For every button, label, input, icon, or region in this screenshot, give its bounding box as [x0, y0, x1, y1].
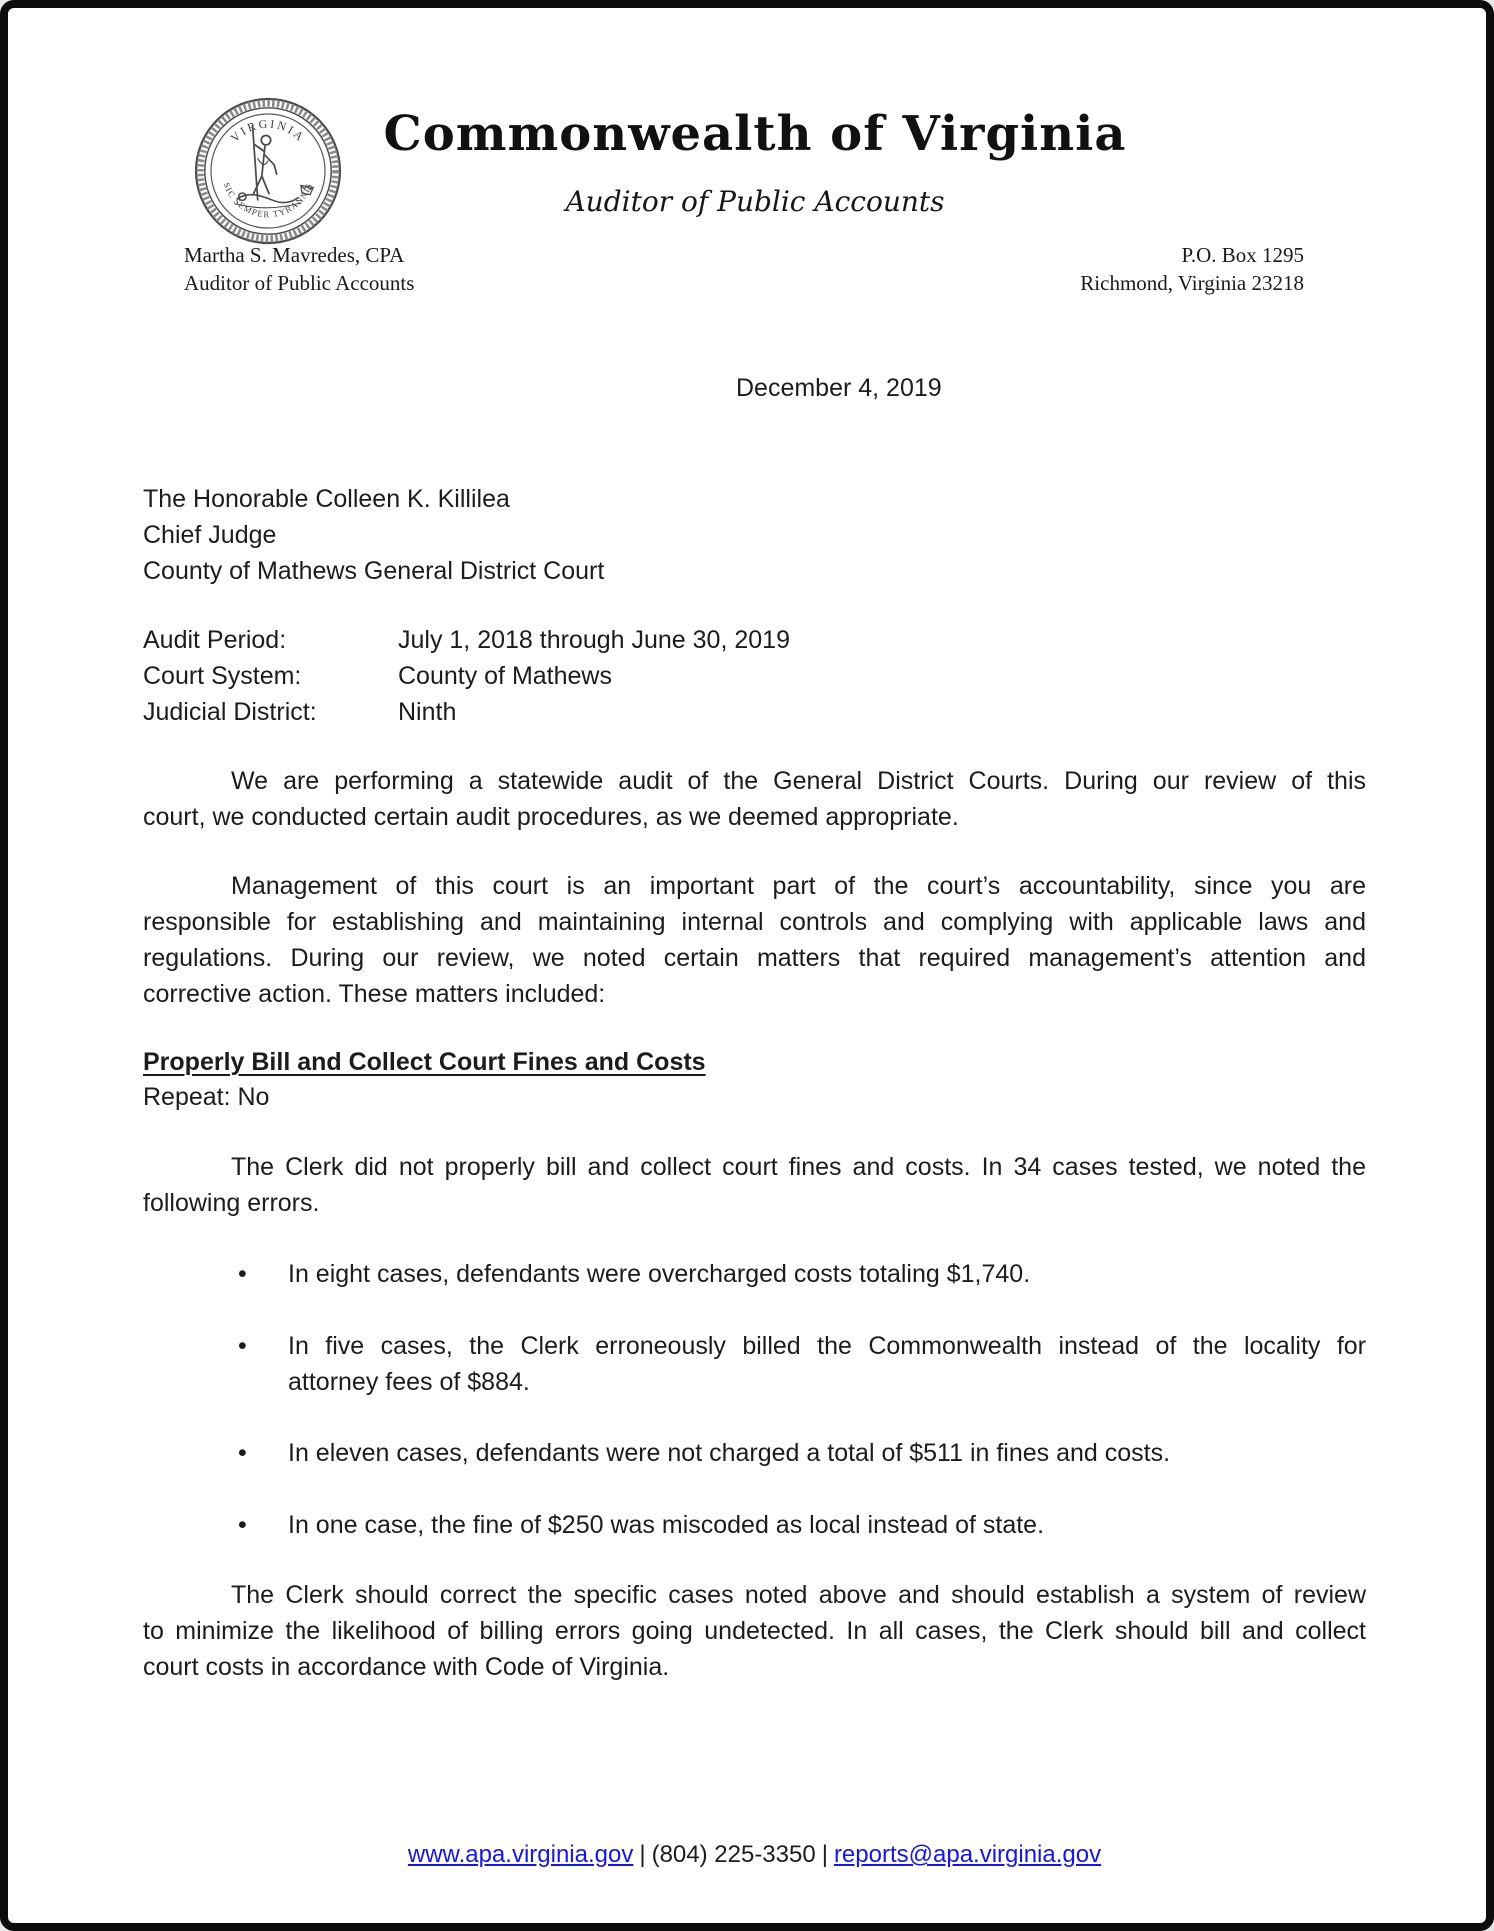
bullet-item-2 — [238, 1328, 1366, 1400]
paragraph-line: Management of this court is an important part of the court’s accountability, since you are — [231, 872, 1366, 900]
footer-website-link[interactable]: www.apa.virginia.gov — [407, 1841, 634, 1868]
bullet-line: In one case, the fine of $250 was miscoded as local instead of state. — [288, 1511, 1045, 1539]
bullet-line: In five cases, the Clerk erroneously billed the Commonwealth instead of the locality for — [288, 1332, 1366, 1360]
letterhead-subtitle: Auditor of Public Accounts — [565, 185, 945, 218]
paragraph-4 — [143, 1577, 1366, 1685]
bullet-item-3 — [238, 1435, 1366, 1471]
audit-period-value: July 1, 2018 through June 30, 2019 — [398, 626, 790, 654]
bullet-icon: • — [238, 1260, 247, 1288]
official-title: Auditor of Public Accounts — [184, 271, 415, 295]
paragraph-line: We are performing a statewide audit of the General District Courts. During our review of this — [231, 767, 1366, 795]
bullet-icon: • — [238, 1332, 247, 1360]
paragraph-line: court costs in accordance with Code of Virginia. — [143, 1653, 670, 1681]
bullet-item-4 — [238, 1507, 1366, 1543]
page-footer — [143, 1838, 1366, 1872]
audit-period-label: Audit Period: — [143, 626, 287, 654]
paragraph-line: regulations. During our review, we noted certain matters that required management’s attention and — [143, 944, 1366, 972]
finding-heading: Properly Bill and Collect Court Fines and Costs — [143, 1048, 706, 1076]
paragraph-1 — [143, 763, 1366, 835]
seal-top-text: VIRGINIA — [227, 116, 309, 145]
recipient-court: County of Mathews General District Court — [143, 557, 605, 585]
paragraph-line: following errors. — [143, 1189, 320, 1217]
letterhead-title: Commonwealth of Virginia — [383, 106, 1127, 162]
letterhead-official-block — [184, 241, 414, 297]
footer-email-link[interactable]: reports@apa.virginia.gov — [833, 1841, 1102, 1868]
paragraph-2 — [143, 868, 1366, 1012]
seal-bottom-text: SIC SEMPER TYRANNIS — [221, 181, 315, 220]
address-city: Richmond, Virginia 23218 — [1080, 271, 1304, 295]
letterhead-address-block — [1080, 241, 1304, 297]
paragraph-3 — [143, 1149, 1366, 1221]
address-po-box: P.O. Box 1295 — [1181, 243, 1304, 267]
paragraph-line: to minimize the likelihood of billing errors going undetected. In all cases, the Clerk should bill and collect — [143, 1617, 1366, 1645]
paragraph-line: responsible for establishing and maintaining internal controls and complying with applicable laws and — [143, 908, 1366, 936]
court-system-label: Court System: — [143, 662, 302, 690]
bullet-line: In eight cases, defendants were overcharged costs totaling $1,740. — [288, 1260, 1031, 1288]
audit-period-row — [143, 622, 1366, 658]
court-system-row — [143, 658, 1366, 694]
letter-date: December 4, 2019 — [736, 374, 942, 402]
official-name: Martha S. Mavredes, CPA — [184, 243, 405, 267]
judicial-district-row — [143, 694, 1366, 730]
footer-separator: | — [821, 1841, 828, 1868]
court-system-value: County of Mathews — [398, 662, 612, 690]
judicial-district-value: Ninth — [398, 698, 457, 726]
bullet-icon: • — [238, 1439, 247, 1467]
bullet-item-1 — [238, 1256, 1366, 1292]
footer-separator: | — [639, 1841, 646, 1868]
repeat-status: Repeat: No — [143, 1083, 270, 1111]
paragraph-line: court, we conducted certain audit procedures, as we deemed appropriate. — [143, 803, 959, 831]
recipient-name: The Honorable Colleen K. Killilea — [143, 485, 510, 513]
bullet-line: attorney fees of $884. — [288, 1368, 530, 1396]
audit-info-block — [143, 622, 1366, 730]
bullet-line: In eleven cases, defendants were not charged a total of $511 in fines and costs. — [288, 1439, 1171, 1467]
bullet-icon: • — [238, 1511, 247, 1539]
paragraph-line: corrective action. These matters included: — [143, 980, 606, 1008]
recipient-block — [143, 481, 1366, 589]
footer-phone: (804) 225-3350 — [651, 1841, 816, 1868]
judicial-district-label: Judicial District: — [143, 698, 317, 726]
paragraph-line: The Clerk did not properly bill and collect court fines and costs. In 34 cases tested, we noted the — [231, 1153, 1366, 1181]
recipient-title: Chief Judge — [143, 521, 277, 549]
paragraph-line: The Clerk should correct the specific cases noted above and should establish a system of review — [231, 1581, 1366, 1609]
